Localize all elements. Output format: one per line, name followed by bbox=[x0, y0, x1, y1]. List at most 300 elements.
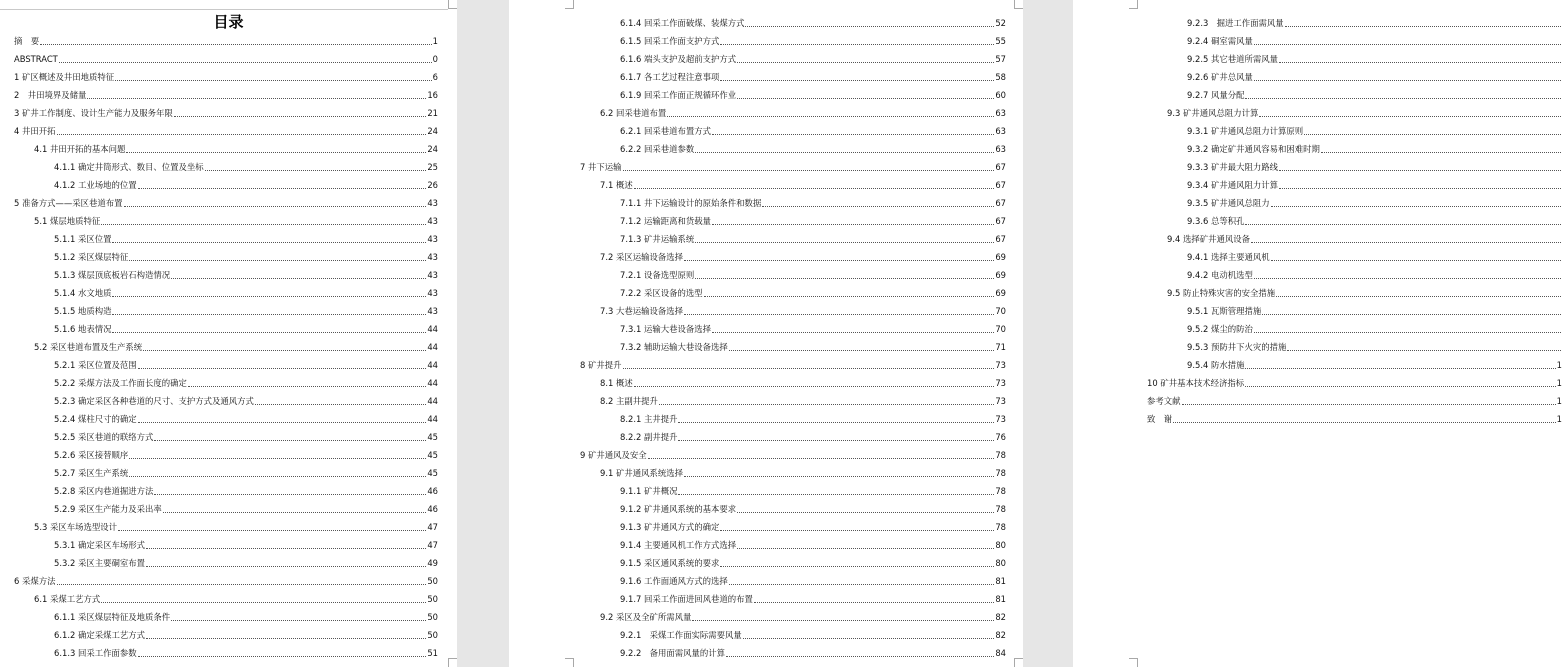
toc-dot-leader bbox=[1259, 116, 1561, 117]
toc-dot-leader bbox=[1182, 404, 1556, 405]
toc-entry-page-number: 78 bbox=[995, 468, 1006, 478]
toc-dot-leader bbox=[678, 422, 994, 423]
toc-entry-label: 4.1.1 确定井筒形式、数目、位置及坐标 bbox=[54, 162, 204, 172]
toc-dot-leader bbox=[118, 530, 426, 531]
toc-entry[interactable] bbox=[509, 209, 1023, 227]
toc-entry-page-number: 25 bbox=[427, 162, 438, 172]
toc-dot-leader bbox=[762, 206, 994, 207]
toc-dot-leader bbox=[684, 476, 994, 477]
toc-entry-page-number: 45 bbox=[427, 468, 438, 478]
toc-dot-leader bbox=[684, 260, 994, 261]
toc-entry-page-number: 45 bbox=[427, 450, 438, 460]
toc-dot-leader bbox=[745, 26, 994, 27]
toc-dot-leader bbox=[1254, 332, 1561, 333]
toc-entry-page-number: 21 bbox=[427, 108, 438, 118]
toc-entry[interactable] bbox=[1073, 29, 1562, 47]
toc-entry[interactable] bbox=[0, 245, 457, 263]
toc-entry[interactable] bbox=[509, 317, 1023, 335]
toc-entry[interactable] bbox=[509, 407, 1023, 425]
toc-entry-label: 9.3.6 总等积孔 bbox=[1187, 216, 1245, 226]
toc-entry-page-number: 44 bbox=[427, 360, 438, 370]
toc-entry[interactable] bbox=[0, 101, 457, 119]
toc-dot-leader bbox=[684, 314, 994, 315]
toc-entry[interactable] bbox=[509, 569, 1023, 587]
document-page-1[interactable] bbox=[0, 0, 457, 667]
toc-entry[interactable] bbox=[1073, 227, 1562, 245]
toc-entry-label: 6 采煤方法 bbox=[14, 576, 56, 586]
toc-entry[interactable] bbox=[0, 407, 457, 425]
toc-dot-leader bbox=[1271, 260, 1561, 261]
toc-entry-label: 9.3.3 矿井最大阻力路线 bbox=[1187, 162, 1278, 172]
toc-entry[interactable] bbox=[1073, 11, 1562, 29]
toc-entry-label: 6.1.2 确定采煤工艺方式 bbox=[54, 630, 145, 640]
toc-entry-label: 9.2.2 备用面需风量的计算 bbox=[620, 648, 726, 658]
page-corner-mark bbox=[1014, 658, 1023, 667]
toc-entry-page-number: 52 bbox=[995, 18, 1006, 28]
toc-entry-page-number: 43 bbox=[427, 234, 438, 244]
toc-dot-leader bbox=[1287, 350, 1561, 351]
toc-entry-page-number: 49 bbox=[427, 558, 438, 568]
toc-entry-page-number: 51 bbox=[427, 648, 438, 658]
toc-dot-leader bbox=[737, 62, 994, 63]
toc-entry[interactable] bbox=[509, 263, 1023, 281]
toc-dot-leader bbox=[1321, 152, 1561, 153]
toc-dot-leader bbox=[129, 476, 426, 477]
toc-dot-leader bbox=[57, 584, 427, 585]
toc-entry[interactable] bbox=[0, 443, 457, 461]
toc-entry[interactable] bbox=[1073, 281, 1562, 299]
toc-entry-page-number: 43 bbox=[427, 288, 438, 298]
toc-entry[interactable] bbox=[0, 389, 457, 407]
toc-dot-leader bbox=[1262, 314, 1561, 315]
toc-entry-label: 9.3.1 矿井通风总阻力计算原则 bbox=[1187, 126, 1304, 136]
toc-entry-label: 参考文献 bbox=[1147, 396, 1181, 406]
toc-entry[interactable] bbox=[0, 515, 457, 533]
toc-dot-leader bbox=[1304, 134, 1561, 135]
toc-entry[interactable] bbox=[509, 65, 1023, 83]
toc-entry[interactable] bbox=[0, 263, 457, 281]
toc-dot-leader bbox=[623, 368, 995, 369]
toc-entry-label: 9.1.2 矿井通风系统的基本要求 bbox=[620, 504, 737, 514]
toc-entry[interactable] bbox=[0, 119, 457, 137]
toc-entry[interactable] bbox=[0, 227, 457, 245]
toc-entry-label: 9.2 采区及全矿所需风量 bbox=[600, 612, 692, 622]
toc-entry-page-number: 67 bbox=[995, 234, 1006, 244]
toc-entry-label: 6.1.3 回采工作面参数 bbox=[54, 648, 137, 658]
toc-entry-label: 9.3.2 确定矿井通风容易和困难时期 bbox=[1187, 144, 1320, 154]
toc-entry-label: 9.5.4 防水措施 bbox=[1187, 360, 1245, 370]
toc-entry-page-number: 78 bbox=[995, 522, 1006, 532]
toc-entry-label: 7.2.1 设备选型原则 bbox=[620, 270, 695, 280]
toc-entry[interactable] bbox=[1073, 299, 1562, 317]
toc-entry-label: 9.2.6 矿井总风量 bbox=[1187, 72, 1253, 82]
toc-entry-page-number: 46 bbox=[427, 504, 438, 514]
toc-dot-leader bbox=[754, 602, 994, 603]
page-corner-mark bbox=[1129, 0, 1138, 9]
toc-dot-leader bbox=[695, 278, 994, 279]
toc-entry[interactable] bbox=[509, 389, 1023, 407]
toc-entry[interactable] bbox=[0, 371, 457, 389]
toc-entry[interactable] bbox=[509, 281, 1023, 299]
toc-entry-label: 10 矿井基本技术经济指标 bbox=[1147, 378, 1245, 388]
toc-entry-label: 9.2.7 风量分配 bbox=[1187, 90, 1245, 100]
toc-dot-leader bbox=[743, 638, 995, 639]
toc-entry-label: 7.3.2 辅助运输大巷设备选择 bbox=[620, 342, 728, 352]
toc-entry[interactable] bbox=[0, 641, 457, 659]
toc-entry-page-number: 82 bbox=[995, 612, 1006, 622]
toc-entry[interactable] bbox=[509, 371, 1023, 389]
toc-entry-label: 6.1.1 采区煤层特征及地质条件 bbox=[54, 612, 171, 622]
toc-entry-page-number: 71 bbox=[995, 342, 1006, 352]
toc-entry-label: 9.2.4 硐室需风量 bbox=[1187, 36, 1253, 46]
toc-entry-page-number: 67 bbox=[995, 180, 1006, 190]
toc-entry-page-number: 43 bbox=[427, 198, 438, 208]
toc-dot-leader bbox=[712, 224, 994, 225]
toc-entry-label: 9.2.1 采煤工作面实际需要风量 bbox=[620, 630, 742, 640]
toc-entry-page-number: 1 bbox=[1556, 378, 1562, 388]
toc-dot-leader bbox=[112, 332, 426, 333]
toc-dot-leader bbox=[667, 116, 994, 117]
toc-entry-page-number: 1 bbox=[1556, 360, 1562, 370]
toc-entry[interactable] bbox=[1073, 47, 1562, 65]
toc-entry[interactable] bbox=[0, 551, 457, 569]
toc-entry-label: 9.4 选择矿井通风设备 bbox=[1167, 234, 1250, 244]
toc-entry[interactable] bbox=[509, 47, 1023, 65]
toc-entry-page-number: 73 bbox=[995, 396, 1006, 406]
toc-entry-label: 致 谢 bbox=[1147, 414, 1173, 424]
toc-dot-leader bbox=[154, 494, 426, 495]
toc-dot-leader bbox=[171, 620, 426, 621]
toc-entry-page-number: 55 bbox=[995, 36, 1006, 46]
toc-entry[interactable] bbox=[0, 65, 457, 83]
toc-dot-leader bbox=[1254, 278, 1561, 279]
toc-entry-page-number: 81 bbox=[995, 576, 1006, 586]
toc-entry-page-number: 43 bbox=[427, 252, 438, 262]
toc-entry-page-number: 43 bbox=[427, 216, 438, 226]
toc-entry[interactable] bbox=[0, 461, 457, 479]
toc-dot-leader bbox=[129, 458, 426, 459]
toc-dot-leader bbox=[163, 512, 427, 513]
toc-entry-page-number: 44 bbox=[427, 378, 438, 388]
toc-dot-leader bbox=[648, 458, 995, 459]
toc-entry-label: 5.3.2 采区主要硐室布置 bbox=[54, 558, 145, 568]
toc-entry[interactable] bbox=[509, 299, 1023, 317]
toc-entry-label: 7.2 采区运输设备选择 bbox=[600, 252, 683, 262]
toc-dot-leader bbox=[112, 242, 426, 243]
toc-entry-page-number: 73 bbox=[995, 360, 1006, 370]
toc-entry-label: 8.1 概述 bbox=[600, 378, 633, 388]
toc-entry[interactable] bbox=[0, 281, 457, 299]
toc-dot-leader bbox=[695, 152, 994, 153]
toc-dot-leader bbox=[40, 44, 432, 45]
toc-dot-leader bbox=[1254, 80, 1561, 81]
toc-dot-leader bbox=[112, 314, 426, 315]
toc-entry[interactable] bbox=[509, 137, 1023, 155]
toc-entry[interactable] bbox=[1073, 173, 1562, 191]
toc-entry[interactable] bbox=[0, 569, 457, 587]
toc-entry-page-number: 58 bbox=[995, 72, 1006, 82]
toc-entry[interactable] bbox=[509, 191, 1023, 209]
toc-dot-leader bbox=[1245, 98, 1561, 99]
toc-entry[interactable] bbox=[509, 605, 1023, 623]
page-gap bbox=[457, 0, 509, 667]
toc-entry[interactable] bbox=[1073, 83, 1562, 101]
toc-entry[interactable] bbox=[1073, 389, 1562, 407]
toc-dot-leader bbox=[101, 224, 426, 225]
toc-entry-page-number: 69 bbox=[995, 288, 1006, 298]
toc-entry-page-number: 44 bbox=[427, 324, 438, 334]
toc-entry-label: 5.2.4 煤柱尺寸的确定 bbox=[54, 414, 137, 424]
toc-entry-page-number: 73 bbox=[995, 378, 1006, 388]
toc-entry-label: 5.1.1 采区位置 bbox=[54, 234, 112, 244]
toc-entry-label: 4 井田开拓 bbox=[14, 126, 56, 136]
toc-entry-label: 6.2.1 回采巷道布置方式 bbox=[620, 126, 711, 136]
toc-dot-leader bbox=[146, 638, 426, 639]
toc-entry-page-number: 67 bbox=[995, 216, 1006, 226]
toc-entry-label: 5.2 采区巷道布置及生产系统 bbox=[34, 342, 143, 352]
toc-entry[interactable] bbox=[0, 191, 457, 209]
toc-dot-leader bbox=[737, 98, 994, 99]
toc-entry-label: 6.1.7 各工艺过程注意事项 bbox=[620, 72, 720, 82]
toc-entry[interactable] bbox=[0, 299, 457, 317]
toc-dot-leader bbox=[146, 548, 426, 549]
toc-entry-label: 5.1.3 煤层顶底板岩石构造情况 bbox=[54, 270, 171, 280]
toc-entry-page-number: 60 bbox=[995, 90, 1006, 100]
toc-dot-leader bbox=[138, 422, 427, 423]
toc-dot-leader bbox=[729, 584, 995, 585]
toc-entry-label: 5.1.5 地质构造 bbox=[54, 306, 112, 316]
toc-entry[interactable] bbox=[1073, 353, 1562, 371]
toc-entry-label: 8 矿井提升 bbox=[580, 360, 622, 370]
toc-entry[interactable] bbox=[0, 317, 457, 335]
toc-dot-leader bbox=[1279, 188, 1561, 189]
toc-dot-leader bbox=[659, 404, 994, 405]
toc-entry-page-number: 1 bbox=[1556, 414, 1562, 424]
toc-entry[interactable] bbox=[1073, 101, 1562, 119]
toc-entry-page-number: 84 bbox=[995, 648, 1006, 658]
toc-dot-leader bbox=[1245, 224, 1561, 225]
toc-entry-label: 9.1.7 回采工作面进回风巷道的布置 bbox=[620, 594, 753, 604]
toc-entry-label: 9.1.5 采区通风系统的要求 bbox=[620, 558, 720, 568]
toc-dot-leader bbox=[712, 332, 994, 333]
page-corner-mark bbox=[565, 658, 574, 667]
toc-entry-page-number: 6 bbox=[432, 72, 438, 82]
toc-entry-page-number: 43 bbox=[427, 270, 438, 280]
toc-entry-label: 9.5.3 预防井下火灾的措施 bbox=[1187, 342, 1287, 352]
toc-entry-page-number: 50 bbox=[427, 576, 438, 586]
toc-entry-label: 9.5.1 瓦斯管理措施 bbox=[1187, 306, 1262, 316]
toc-entry[interactable] bbox=[1073, 263, 1562, 281]
toc-entry[interactable] bbox=[509, 11, 1023, 29]
toc-entry[interactable] bbox=[0, 623, 457, 641]
toc-entry-label: 5.2.7 采区生产系统 bbox=[54, 468, 129, 478]
toc-entry-label: 6.1.9 回采工作面正规循环作业 bbox=[620, 90, 737, 100]
toc-dot-leader bbox=[129, 260, 426, 261]
toc-entry[interactable] bbox=[1073, 317, 1562, 335]
toc-entry-label: 7.1.3 矿井运输系统 bbox=[620, 234, 695, 244]
toc-entry-label: 5.1.6 地表情况 bbox=[54, 324, 112, 334]
toc-dot-leader bbox=[737, 548, 994, 549]
toc-entry[interactable] bbox=[0, 353, 457, 371]
toc-entry-label: 9.5.2 煤尘的防治 bbox=[1187, 324, 1253, 334]
toc-dot-leader bbox=[729, 350, 995, 351]
toc-dot-leader bbox=[695, 242, 994, 243]
toc-entry-page-number: 69 bbox=[995, 270, 1006, 280]
toc-entry[interactable] bbox=[0, 83, 457, 101]
toc-entry[interactable] bbox=[1073, 245, 1562, 263]
toc-entry[interactable] bbox=[0, 587, 457, 605]
toc-entry[interactable] bbox=[0, 425, 457, 443]
toc-entry-label: 6.1.5 回采工作面支护方式 bbox=[620, 36, 720, 46]
toc-entry[interactable] bbox=[509, 533, 1023, 551]
toc-entry-page-number: 67 bbox=[995, 198, 1006, 208]
toc-entry[interactable] bbox=[509, 155, 1023, 173]
toc-entry[interactable] bbox=[1073, 155, 1562, 173]
toc-entry[interactable] bbox=[0, 533, 457, 551]
toc-dot-leader bbox=[634, 386, 995, 387]
toc-entry-page-number: 50 bbox=[427, 612, 438, 622]
toc-entry[interactable] bbox=[509, 587, 1023, 605]
toc-entry-page-number: 80 bbox=[995, 540, 1006, 550]
toc-dot-leader bbox=[1279, 170, 1561, 171]
toc-entry-page-number: 45 bbox=[427, 432, 438, 442]
toc-entry-label: 4.1.2 工业场地的位置 bbox=[54, 180, 137, 190]
toc-entry[interactable] bbox=[0, 47, 457, 65]
toc-entry-label: 9.1.4 主要通风机工作方式选择 bbox=[620, 540, 737, 550]
toc-entry-page-number: 67 bbox=[995, 162, 1006, 172]
toc-dot-leader bbox=[174, 116, 427, 117]
toc-entry[interactable] bbox=[509, 83, 1023, 101]
toc-dot-leader bbox=[143, 350, 426, 351]
toc-entry-label: 5.2.8 采区内巷道掘进方法 bbox=[54, 486, 154, 496]
toc-entry-label: 5.1.4 水文地质 bbox=[54, 288, 112, 298]
toc-entry[interactable] bbox=[0, 497, 457, 515]
toc-entry-label: 6.2 回采巷道布置 bbox=[600, 108, 667, 118]
toc-dot-leader bbox=[737, 512, 994, 513]
toc-entry[interactable] bbox=[509, 425, 1023, 443]
toc-entry[interactable] bbox=[1073, 191, 1562, 209]
toc-entry-label: 7 井下运输 bbox=[580, 162, 622, 172]
toc-dot-leader bbox=[692, 620, 994, 621]
toc-dot-leader bbox=[57, 134, 427, 135]
toc-entry-label: 5.2.2 采煤方法及工作面长度的确定 bbox=[54, 378, 187, 388]
toc-entry-page-number: 57 bbox=[995, 54, 1006, 64]
toc-dot-leader bbox=[720, 530, 994, 531]
toc-entry[interactable] bbox=[509, 173, 1023, 191]
toc-entry-page-number: 0 bbox=[432, 54, 438, 64]
toc-entry-label: 6.1 采煤工艺方式 bbox=[34, 594, 101, 604]
toc-entry-label: 9.4.2 电动机选型 bbox=[1187, 270, 1253, 280]
toc-dot-leader bbox=[154, 440, 426, 441]
toc-entry-label: 5 准备方式——采区巷道布置 bbox=[14, 198, 123, 208]
toc-entry[interactable] bbox=[0, 155, 457, 173]
toc-entry[interactable] bbox=[0, 173, 457, 191]
page-corner-mark bbox=[448, 0, 457, 9]
toc-entry-page-number: 43 bbox=[427, 306, 438, 316]
page-top-rule bbox=[0, 9, 448, 10]
toc-entry-page-number: 82 bbox=[995, 630, 1006, 640]
toc-entry[interactable] bbox=[509, 101, 1023, 119]
toc-entry[interactable] bbox=[509, 353, 1023, 371]
toc-entry[interactable] bbox=[0, 335, 457, 353]
toc-entry-page-number: 63 bbox=[995, 144, 1006, 154]
document-page-2[interactable] bbox=[509, 0, 1023, 667]
toc-entry-page-number: 50 bbox=[427, 594, 438, 604]
toc-entry-page-number: 78 bbox=[995, 486, 1006, 496]
toc-entry[interactable] bbox=[509, 497, 1023, 515]
toc-entry-page-number: 78 bbox=[995, 504, 1006, 514]
toc-entry-label: 9.1.3 矿井通风方式的确定 bbox=[620, 522, 720, 532]
toc-entry-label: 5.1.2 采区煤层特征 bbox=[54, 252, 129, 262]
toc-entry-page-number: 44 bbox=[427, 396, 438, 406]
toc-dot-leader bbox=[1279, 62, 1561, 63]
toc-entry[interactable] bbox=[509, 443, 1023, 461]
toc-entry[interactable] bbox=[1073, 335, 1562, 353]
toc-entry-label: 9.2.3 掘进工作面需风量 bbox=[1187, 18, 1284, 28]
toc-entry[interactable] bbox=[509, 119, 1023, 137]
toc-entry[interactable] bbox=[0, 137, 457, 155]
toc-entry-label: 9.4.1 选择主要通风机 bbox=[1187, 252, 1270, 262]
toc-dot-leader bbox=[1254, 44, 1561, 45]
toc-entry[interactable] bbox=[0, 479, 457, 497]
toc-entry-label: 7.3.1 运输大巷设备选择 bbox=[620, 324, 711, 334]
toc-dot-leader bbox=[712, 134, 994, 135]
toc-entry[interactable] bbox=[1073, 371, 1562, 389]
toc-entry-page-number: 44 bbox=[427, 414, 438, 424]
toc-dot-leader bbox=[634, 188, 995, 189]
toc-dot-leader bbox=[138, 368, 427, 369]
toc-dot-leader bbox=[678, 494, 994, 495]
toc-entry-label: 5.3 采区车场选型设计 bbox=[34, 522, 117, 532]
toc-entry-page-number: 47 bbox=[427, 540, 438, 550]
toc-entry[interactable] bbox=[0, 209, 457, 227]
toc-entry[interactable] bbox=[509, 551, 1023, 569]
toc-entry[interactable] bbox=[509, 335, 1023, 353]
toc-entry[interactable] bbox=[509, 623, 1023, 641]
toc-dot-leader bbox=[720, 44, 994, 45]
toc-entry[interactable] bbox=[1073, 209, 1562, 227]
toc-dot-leader bbox=[678, 440, 994, 441]
toc-entry[interactable] bbox=[1073, 65, 1562, 83]
toc-entry[interactable] bbox=[509, 227, 1023, 245]
toc-entry[interactable] bbox=[509, 479, 1023, 497]
toc-entry[interactable] bbox=[509, 461, 1023, 479]
toc-entry[interactable] bbox=[509, 245, 1023, 263]
toc-entry-label: 5.1 煤层地质特征 bbox=[34, 216, 101, 226]
toc-entry-label: 9.3.4 矿井通风阻力计算 bbox=[1187, 180, 1278, 190]
toc-entry[interactable] bbox=[0, 605, 457, 623]
toc-dot-leader bbox=[1276, 296, 1561, 297]
toc-entry-label: 7.3 大巷运输设备选择 bbox=[600, 306, 683, 316]
toc-entry-page-number: 46 bbox=[427, 486, 438, 496]
toc-entry-page-number: 63 bbox=[995, 108, 1006, 118]
toc-entry-label: 4.1 井田开拓的基本问题 bbox=[34, 144, 126, 154]
toc-entry[interactable] bbox=[509, 515, 1023, 533]
toc-entry-label: 7.1 概述 bbox=[600, 180, 633, 190]
toc-entry-label: 6.2.2 回采巷道参数 bbox=[620, 144, 695, 154]
toc-entry[interactable] bbox=[509, 641, 1023, 659]
toc-entry[interactable] bbox=[1073, 407, 1562, 425]
toc-entry[interactable] bbox=[1073, 137, 1562, 155]
toc-entry-label: 3 矿井工作制度、设计生产能力及服务年限 bbox=[14, 108, 173, 118]
toc-entry[interactable] bbox=[509, 29, 1023, 47]
toc-entry-page-number: 76 bbox=[995, 432, 1006, 442]
document-page-3[interactable] bbox=[1073, 0, 1562, 667]
toc-entry[interactable] bbox=[1073, 119, 1562, 137]
toc-dot-leader bbox=[623, 170, 995, 171]
toc-entry-label: 5.2.3 确定采区各种巷道的尺寸、支护方式及通风方式 bbox=[54, 396, 254, 406]
toc-entry[interactable] bbox=[0, 29, 457, 47]
